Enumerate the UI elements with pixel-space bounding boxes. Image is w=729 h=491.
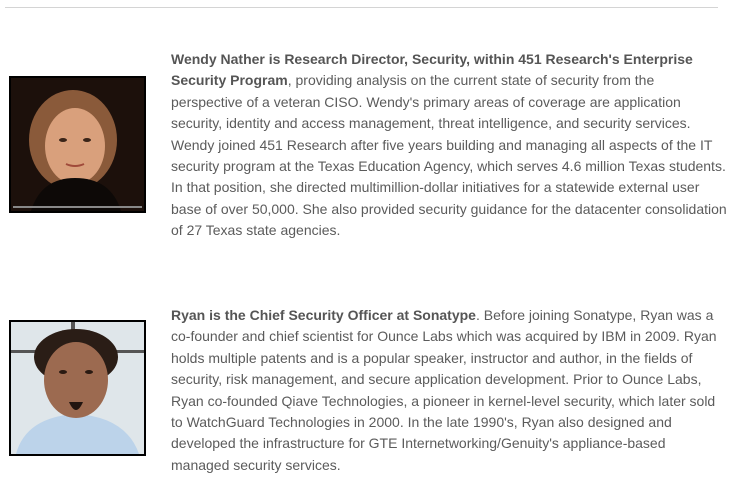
wendy-nather-bio bbox=[171, 49, 727, 242]
wendy-nather-photo bbox=[9, 76, 146, 213]
bio-headline: Ryan is the Chief Security Officer at Sonatype bbox=[171, 307, 476, 323]
bio-headline: Wendy Nather is Research Director, Security, within 451 Research's Enterprise Security Program bbox=[171, 51, 693, 89]
section-divider bbox=[5, 7, 718, 8]
bio-text: . Before joining Sonatype, Ryan was a co-founder and chief scientist for Ounce Labs which was acquired by IBM in 2009. Ryan holds multiple patents and is a popular speaker, instructor and author, in the fields of security, risk management, and secure application development. Prior to Ounce Labs, Ryan co-founded Qiave Technologies, a pioneer in kernel-level security, which later sold to WatchGuard Technologies in 2000. In the late 1990's, Ryan also designed and developed the infrastructure for GTE Internetworking/Genuity's appliance-based managed security services. bbox=[171, 307, 717, 473]
ryan-bio bbox=[171, 305, 727, 476]
ryan-photo bbox=[9, 320, 146, 456]
bio-text: , providing analysis on the current state of security from the perspective of a veteran CISO. Wendy's primary areas of coverage are application security, identity and access management, threat intelligence, and security services. Wendy joined 451 Research after five years building and managing all aspects of the IT security program at the Texas Education Agency, which serves 4.6 million Texas students. In that position, she directed multimillion-dollar initiatives for a statewide external user base of over 50,000. She also provided security guidance for the datacenter consolidation of 27 Texas state agencies. bbox=[171, 72, 727, 239]
